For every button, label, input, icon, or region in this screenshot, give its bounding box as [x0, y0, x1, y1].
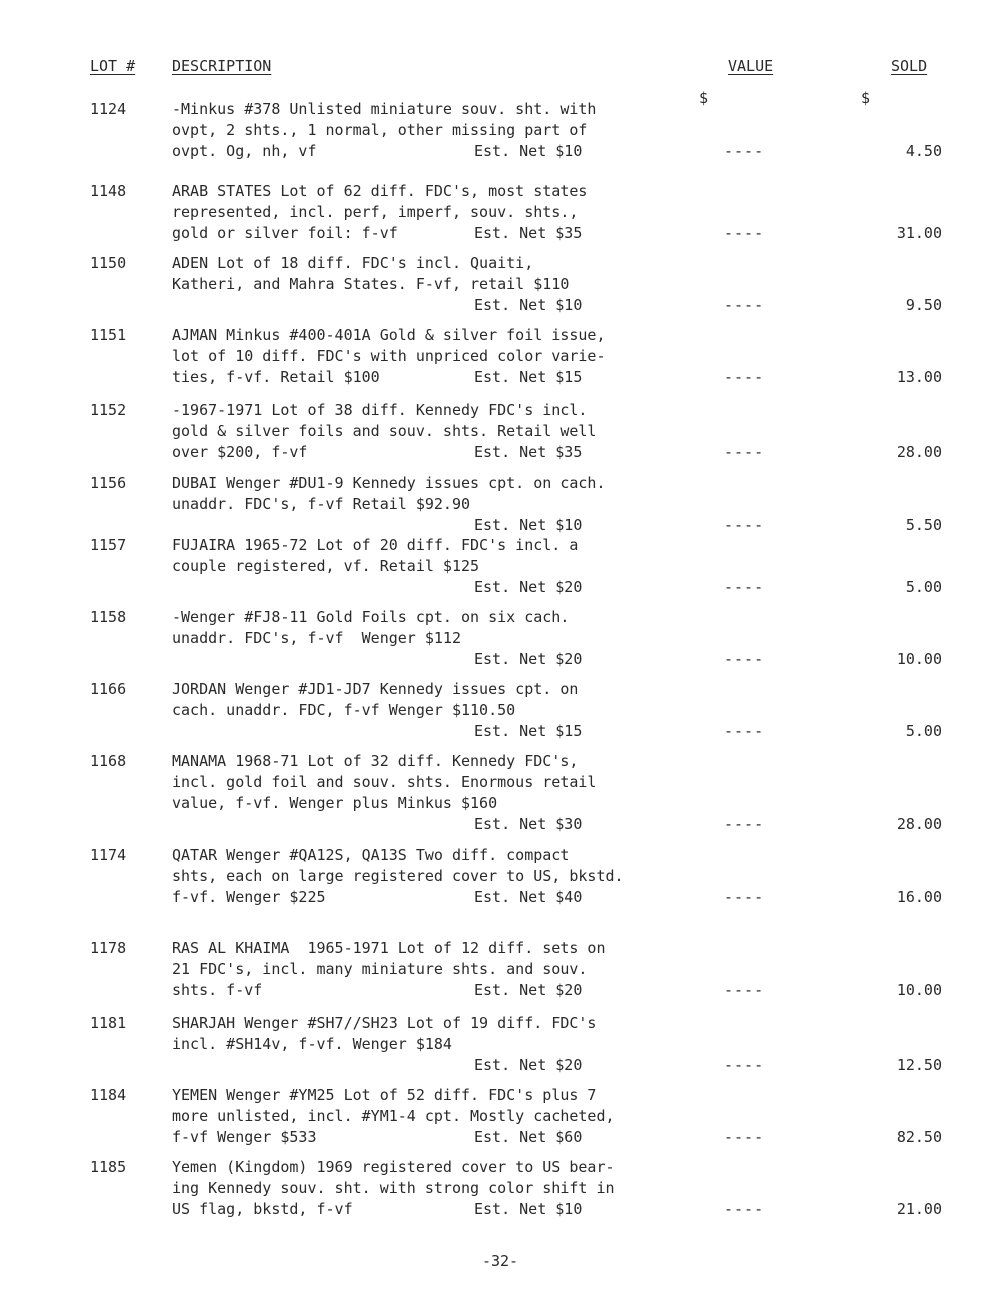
lot-sold-price: 10.00: [896, 981, 942, 999]
estimate-net: Est. Net $15: [474, 368, 583, 386]
lot-sold-price: 9.50: [905, 296, 942, 314]
lot-number: 1148: [90, 182, 127, 200]
estimate-net: Est. Net $10: [474, 296, 583, 314]
estimate-net: Est. Net $30: [474, 815, 583, 833]
page-number: -32-: [481, 1252, 519, 1270]
estimate-net: Est. Net $10: [474, 1200, 583, 1218]
description-line: unaddr. FDC's, f-vf Wenger $112: [172, 629, 461, 647]
lot-number: 1168: [90, 752, 127, 770]
description-line: couple registered, vf. Retail $125: [172, 557, 480, 575]
lot-value: ----: [724, 578, 765, 596]
description-line: gold or silver foil: f-vf: [172, 224, 398, 242]
lot-value: ----: [724, 224, 765, 242]
description-line: Yemen (Kingdom) 1969 registered cover to US bear-: [172, 1158, 615, 1176]
description-line: QATAR Wenger #QA12S, QA13S Two diff. compact: [172, 846, 570, 864]
estimate-net: Est. Net $20: [474, 1056, 583, 1074]
description-line: -Wenger #FJ8-11 Gold Foils cpt. on six cach.: [172, 608, 570, 626]
description-line: f-vf. Wenger $225: [172, 888, 326, 906]
lot-sold-price: 21.00: [896, 1200, 942, 1218]
lot-description: [172, 845, 702, 908]
description-line: incl. gold foil and souv. shts. Enormous retail: [172, 773, 597, 791]
description-header: DESCRIPTION: [172, 57, 272, 75]
lot-value: ----: [724, 888, 765, 906]
description-line: unaddr. FDC's, f-vf Retail $92.90: [172, 495, 471, 513]
description-line: ties, f-vf. Retail $100: [172, 368, 380, 386]
description-line: 21 FDC's, incl. many miniature shts. and souv.: [172, 960, 588, 978]
lot-sold-price: 16.00: [896, 888, 942, 906]
description-line: lot of 10 diff. FDC's with unpriced color varie-: [172, 347, 606, 365]
description-line: SHARJAH Wenger #SH7//SH23 Lot of 19 diff. FDC's: [172, 1014, 597, 1032]
description-line: shts, each on large registered cover to US, bkstd.: [172, 867, 624, 885]
description-line: over $200, f-vf: [172, 443, 308, 461]
description-line: US flag, bkstd, f-vf: [172, 1200, 353, 1218]
lot-description: [172, 473, 702, 536]
description-line: MANAMA 1968-71 Lot of 32 diff. Kennedy FDC's,: [172, 752, 579, 770]
lot-value: ----: [724, 142, 765, 160]
description-line: f-vf Wenger $533: [172, 1128, 317, 1146]
lot-number: 1181: [90, 1014, 127, 1032]
value-currency-sign: $: [699, 89, 709, 107]
description-line: RAS AL KHAIMA 1965-1971 Lot of 12 diff. sets on: [172, 939, 606, 957]
lot-number: 1152: [90, 401, 127, 419]
lot-number: 1184: [90, 1086, 127, 1104]
estimate-net: Est. Net $20: [474, 578, 583, 596]
lot-value: ----: [724, 296, 765, 314]
description-line: shts. f-vf: [172, 981, 263, 999]
lot-value: ----: [724, 1056, 765, 1074]
lot-value: ----: [724, 981, 765, 999]
lot-number: 1124: [90, 100, 127, 118]
lot-number: 1158: [90, 608, 127, 626]
lot-description: [172, 181, 702, 244]
lot-value: ----: [724, 443, 765, 461]
estimate-net: Est. Net $15: [474, 722, 583, 740]
description-line: AJMAN Minkus #400-401A Gold & silver foil issue,: [172, 326, 606, 344]
lot-description: [172, 400, 702, 463]
description-line: FUJAIRA 1965-72 Lot of 20 diff. FDC's incl. a: [172, 536, 579, 554]
description-line: cach. unaddr. FDC, f-vf Wenger $110.50: [172, 701, 516, 719]
estimate-net: Est. Net $20: [474, 650, 583, 668]
description-line: -Minkus #378 Unlisted miniature souv. sht. with: [172, 100, 597, 118]
lot-sold-price: 12.50: [896, 1056, 942, 1074]
lot-sold-price: 5.00: [905, 578, 942, 596]
description-line: value, f-vf. Wenger plus Minkus $160: [172, 794, 498, 812]
lot-description: [172, 607, 702, 670]
lot-number: 1178: [90, 939, 127, 957]
lot-sold-price: 28.00: [896, 815, 942, 833]
lot-description: [172, 1157, 702, 1220]
lot-number: 1166: [90, 680, 127, 698]
lot-sold-price: 31.00: [896, 224, 942, 242]
lot-value: ----: [724, 815, 765, 833]
description-line: JORDAN Wenger #JD1-JD7 Kennedy issues cpt. on: [172, 680, 579, 698]
lot-number-header: LOT #: [90, 57, 136, 75]
lot-value: ----: [724, 516, 765, 534]
description-line: DUBAI Wenger #DU1-9 Kennedy issues cpt. on cach.: [172, 474, 606, 492]
sold-currency-sign: $: [861, 89, 871, 107]
lot-sold-price: 5.50: [905, 516, 942, 534]
lot-description: [172, 253, 702, 316]
description-line: Katheri, and Mahra States. F-vf, retail $110: [172, 275, 570, 293]
lot-sold-price: 10.00: [896, 650, 942, 668]
estimate-net: Est. Net $35: [474, 224, 583, 242]
lot-value: ----: [724, 368, 765, 386]
lot-description: [172, 1013, 702, 1076]
description-line: ovpt, 2 shts., 1 normal, other missing part of: [172, 121, 588, 139]
lot-number: 1156: [90, 474, 127, 492]
lot-number: 1174: [90, 846, 127, 864]
value-header: VALUE: [728, 57, 774, 75]
lot-sold-price: 82.50: [896, 1128, 942, 1146]
lot-description: [172, 535, 702, 598]
lot-sold-price: 5.00: [905, 722, 942, 740]
estimate-net: Est. Net $40: [474, 888, 583, 906]
lot-description: [172, 751, 702, 835]
estimate-net: Est. Net $35: [474, 443, 583, 461]
lot-description: [172, 99, 702, 162]
lot-number: 1150: [90, 254, 127, 272]
description-line: YEMEN Wenger #YM25 Lot of 52 diff. FDC's plus 7: [172, 1086, 597, 1104]
lot-description: [172, 1085, 702, 1148]
lot-value: ----: [724, 1128, 765, 1146]
lot-sold-price: 13.00: [896, 368, 942, 386]
description-line: represented, incl. perf, imperf, souv. shts.,: [172, 203, 579, 221]
lot-value: ----: [724, 1200, 765, 1218]
lot-description: [172, 679, 702, 742]
description-line: incl. #SH14v, f-vf. Wenger $184: [172, 1035, 452, 1053]
sold-header: SOLD: [891, 57, 928, 75]
lot-sold-price: 28.00: [896, 443, 942, 461]
lot-value: ----: [724, 650, 765, 668]
estimate-net: Est. Net $60: [474, 1128, 583, 1146]
lot-description: [172, 938, 702, 1001]
estimate-net: Est. Net $10: [474, 142, 583, 160]
description-line: ovpt. Og, nh, vf: [172, 142, 317, 160]
lot-sold-price: 4.50: [905, 142, 942, 160]
description-line: more unlisted, incl. #YM1-4 cpt. Mostly cacheted,: [172, 1107, 615, 1125]
description-line: ARAB STATES Lot of 62 diff. FDC's, most states: [172, 182, 588, 200]
estimate-net: Est. Net $10: [474, 516, 583, 534]
description-line: ADEN Lot of 18 diff. FDC's incl. Quaiti,: [172, 254, 534, 272]
estimate-net: Est. Net $20: [474, 981, 583, 999]
lot-number: 1157: [90, 536, 127, 554]
lot-number: 1185: [90, 1158, 127, 1176]
lot-value: ----: [724, 722, 765, 740]
description-line: ing Kennedy souv. sht. with strong color shift in: [172, 1179, 615, 1197]
lot-number: 1151: [90, 326, 127, 344]
description-line: -1967-1971 Lot of 38 diff. Kennedy FDC's incl.: [172, 401, 588, 419]
description-line: gold & silver foils and souv. shts. Retail well: [172, 422, 597, 440]
lot-description: [172, 325, 702, 388]
